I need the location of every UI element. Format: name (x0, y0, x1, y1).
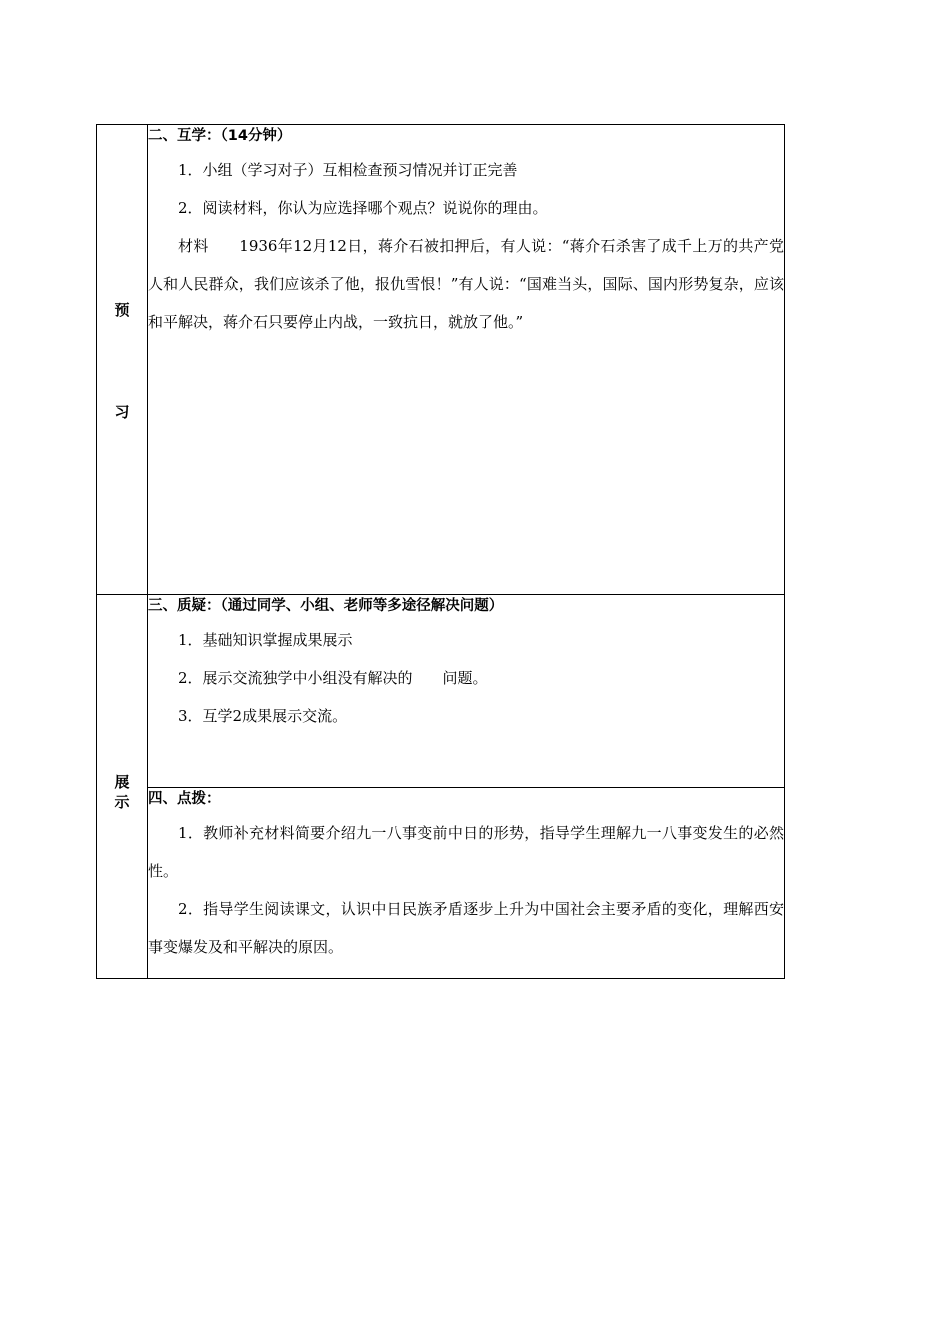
side-label-xi: 习 (114, 403, 130, 421)
section3-item3: 3．互学2成果展示交流。 (178, 707, 348, 725)
section4-heading: 四、点拨： (148, 791, 221, 807)
side-label-zhan: 展 (114, 773, 130, 791)
row-guidance (97, 788, 785, 979)
section3-heading: 三、质疑：（通过同学、小组、老师等多途径解决问题） (148, 598, 504, 614)
section-question (148, 595, 785, 788)
side-cell-preview (97, 125, 148, 595)
section2-item2: 2．阅读材料，你认为应选择哪个观点？说说你的理由。 (178, 199, 548, 217)
section2-heading: 二、互学：（14分钟） (148, 128, 292, 144)
lesson-plan-table (96, 124, 785, 979)
section-guidance (148, 788, 785, 979)
side-label-shi: 示 (114, 793, 130, 811)
row-question (97, 595, 785, 788)
section2-material: 材料 1936年12月12日，蒋介石被扣押后，有人说：“蒋介石杀害了成千上万的共产党人和人民群众，我们应该杀了他，报仇雪恨！”有人说：“国难当头，国际、国内形势复杂，应该和平解决，蒋介石只要停止内战，一致抗日，就放了他。” (148, 237, 784, 331)
section4-item2: 2．指导学生阅读课文，认识中日民族矛盾逐步上升为中国社会主要矛盾的变化，理解西安事变爆发及和平解决的原因。 (148, 900, 784, 956)
section-interactive-learning (148, 125, 785, 595)
section2-item1: 1．小组（学习对子）互相检查预习情况并订正完善 (178, 161, 518, 179)
side-cell-show (97, 595, 148, 979)
section3-item1: 1．基础知识掌握成果展示 (178, 631, 353, 649)
side-label-yu: 预 (114, 301, 130, 319)
section4-item1: 1．教师补充材料简要介绍九一八事变前中日的形势，指导学生理解九一八事变发生的必然性。 (148, 824, 784, 880)
row-interactive-learning (97, 125, 785, 595)
section3-item2: 2．展示交流独学中小组没有解决的 问题。 (178, 669, 488, 687)
